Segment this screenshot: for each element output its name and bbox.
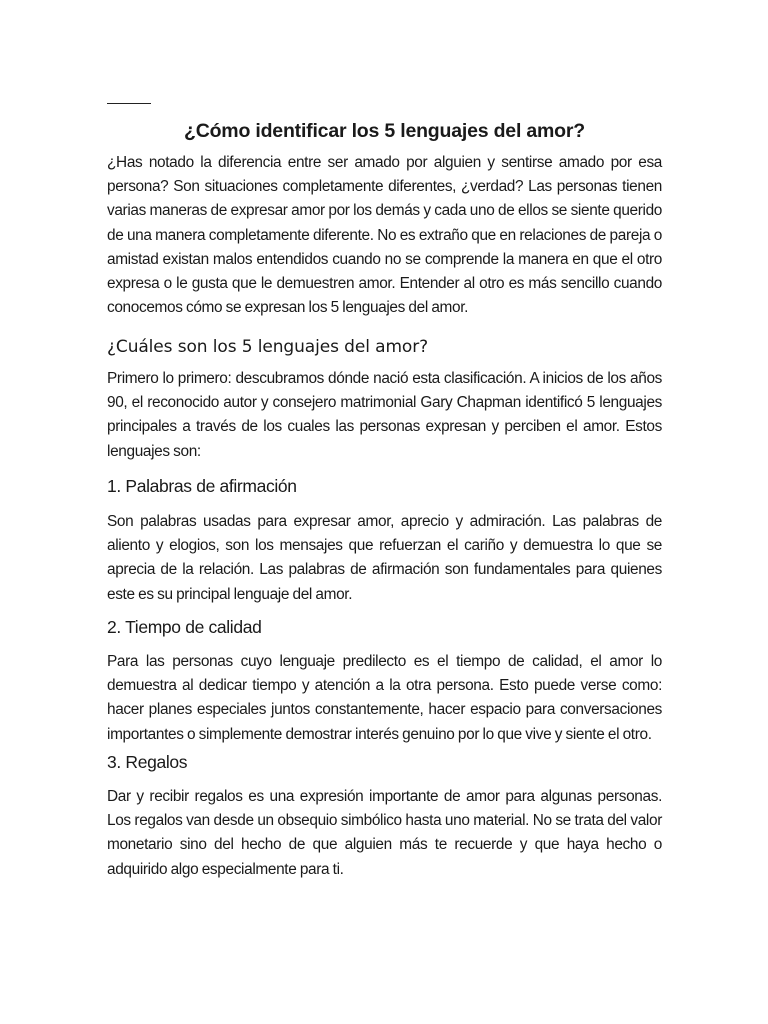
- language-heading-gifts: 3. Regalos: [107, 752, 188, 772]
- section-heading: ¿Cuáles son los 5 lenguajes del amor?: [107, 337, 429, 357]
- language-text-gifts: Dar y recibir regalos es una expresión importante de amor para algunas personas. Los regalos van desde un obsequio simbólico hasta uno material. No se trata del valor monetario sino del hecho de que alguien más te recuerde y que haya hecho o adquirido algo especialmente para ti.: [107, 788, 662, 878]
- language-heading-quality-time: 2. Tiempo de calidad: [107, 617, 262, 637]
- language-text-affirmation: Son palabras usadas para expresar amor, aprecio y admiración. Las palabras de aliento y elogios, son los mensajes que refuerzan el cariño y demuestra lo que se aprecia de la relación. Las palabras de afirmación son fundamentales para quienes este es su principal lenguaje del amor.: [107, 513, 662, 603]
- section-intro-paragraph: Primero lo primero: descubramos dónde nació esta clasificación. A inicios de los años 90, el reconocido autor y consejero matrimonial Gary Chapman identificó 5 lenguajes principales a través de los cuales las personas expresan y perciben el amor. Estos lenguajes son:: [107, 370, 662, 460]
- language-heading-affirmation: 1. Palabras de afirmación: [107, 476, 297, 496]
- intro-paragraph: ¿Has notado la diferencia entre ser amado por alguien y sentirse amado por esa persona? Son situaciones completamente diferentes, ¿verdad? Las personas tienen varias maneras de expresar amor por los demás y cada uno de ellos se siente querido de una manera completamente diferente. No es extraño que en relaciones de pareja o amistad existan malos entendidos cuando no se comprende la manera en que el otro expresa o le gusta que le demuestren amor. Entender al otro es más sencillo cuando conocemos cómo se expresan los 5 lenguajes del amor.: [107, 154, 662, 317]
- language-text-quality-time: Para las personas cuyo lenguaje predilecto es el tiempo de calidad, el amor lo demuestra al dedicar tiempo y atención a la otra persona. Esto puede verse como: hacer planes especiales juntos constantemente, hacer espacio para conversaciones importantes o simplemente demostrar interés genuino por lo que vive y siente el otro.: [107, 653, 662, 743]
- page-title: ¿Cómo identificar los 5 lenguajes del amor?: [184, 120, 585, 142]
- top-rule: [107, 103, 151, 104]
